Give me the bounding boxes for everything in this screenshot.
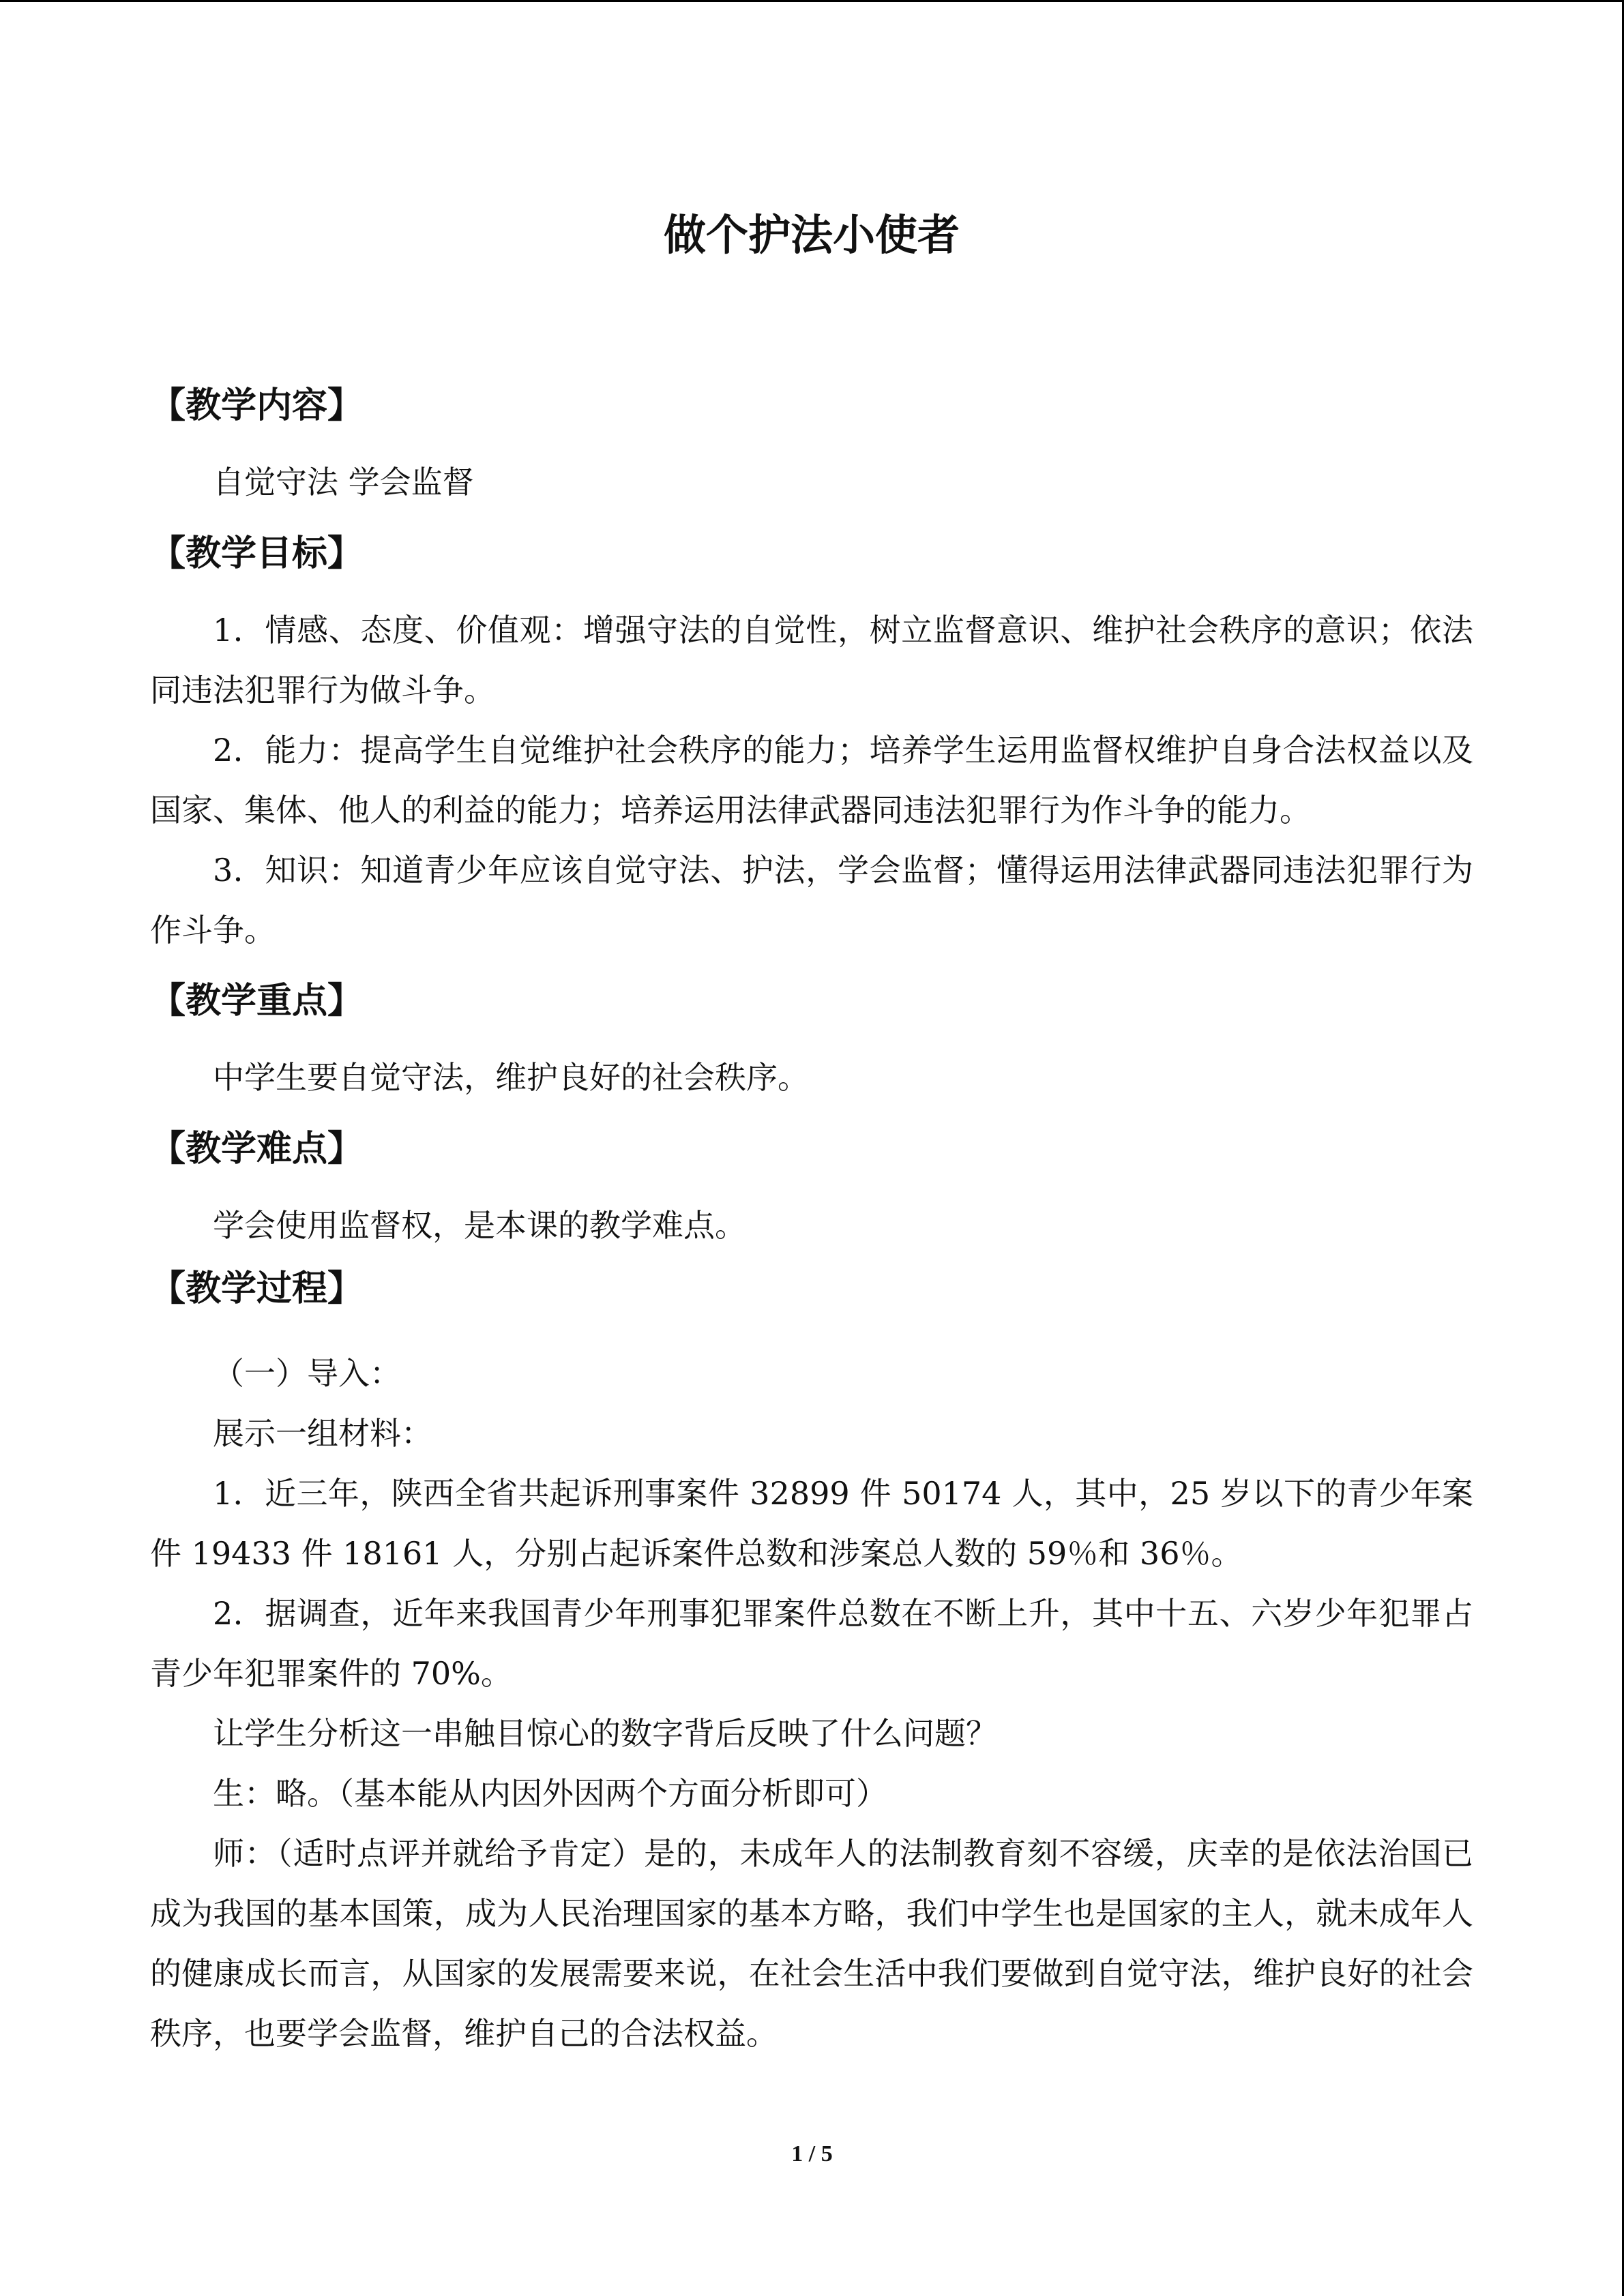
section-heading: 【教学重点】: [150, 981, 364, 1022]
section-teaching-content: [150, 378, 1473, 512]
section-teaching-process: [150, 1262, 1473, 2063]
section-heading: 【教学难点】: [150, 1129, 364, 1169]
section-teaching-goals: [150, 526, 1473, 960]
top-border-line: [0, 0, 1624, 2]
paragraph: 2．能力：提高学生自觉维护社会秩序的能力；培养学生运用监督权维护自身合法权益以及国家、集体、他人的利益的能力；培养运用法律武器同违法犯罪行为作斗争的能力。: [150, 732, 1473, 829]
paragraph: 中学生要自觉守法，维护良好的社会秩序。: [213, 1059, 809, 1096]
section-heading: 【教学内容】: [150, 385, 364, 426]
page-number: 1 / 5: [791, 2141, 833, 2166]
paragraph: 让学生分析这一串触目惊心的数字背后反映了什么问题？: [213, 1715, 997, 1752]
paragraph: （一）导入：: [213, 1355, 401, 1392]
paragraph: 师：（适时点评并就给予肯定）是的，未成年人的法制教育刻不容缓，庆幸的是依法治国已成为我国的基本国策，成为人民治理国家的基本方略，我们中学生也是国家的主人，就未成年人的健康成长而言，从国家的发展需要来说，在社会生活中我们要做到自觉守法，维护良好的社会秩序，也要学会监督，维护自己的合法权益。: [150, 1835, 1473, 2052]
section-heading: 【教学过程】: [150, 1268, 364, 1309]
document-title: 做个护法小使者: [663, 210, 960, 260]
paragraph: 1．情感、态度、价值观：增强守法的自觉性，树立监督意识、维护社会秩序的意识；依法同违法犯罪行为做斗争。: [150, 612, 1473, 709]
section-difficult-points: [150, 1122, 1473, 1255]
section-heading: 【教学目标】: [150, 533, 364, 574]
paragraph: 1．近三年，陕西全省共起诉刑事案件 32899 件 50174 人，其中，25 岁以下的青少年案件 19433 件 18161 人，分别占起诉案件总数和涉案总人数的 59％和 36％。: [150, 1475, 1473, 1572]
section-key-points: [150, 974, 1473, 1107]
paragraph: 生：略。（基本能从内因外因两个方面分析即可）: [213, 1775, 887, 1812]
paragraph: 学会使用监督权，是本课的教学难点。: [213, 1207, 746, 1244]
paragraph: 自觉守法 学会监督: [213, 464, 474, 501]
paragraph: 2．据调查，近年来我国青少年刑事犯罪案件总数在不断上升，其中十五、六岁少年犯罪占青少年犯罪案件的 70%。: [150, 1595, 1473, 1692]
paragraph: 3．知识：知道青少年应该自觉守法、护法，学会监督；懂得运用法律武器同违法犯罪行为作斗争。: [150, 852, 1473, 949]
paragraph: 展示一组材料：: [213, 1415, 432, 1452]
